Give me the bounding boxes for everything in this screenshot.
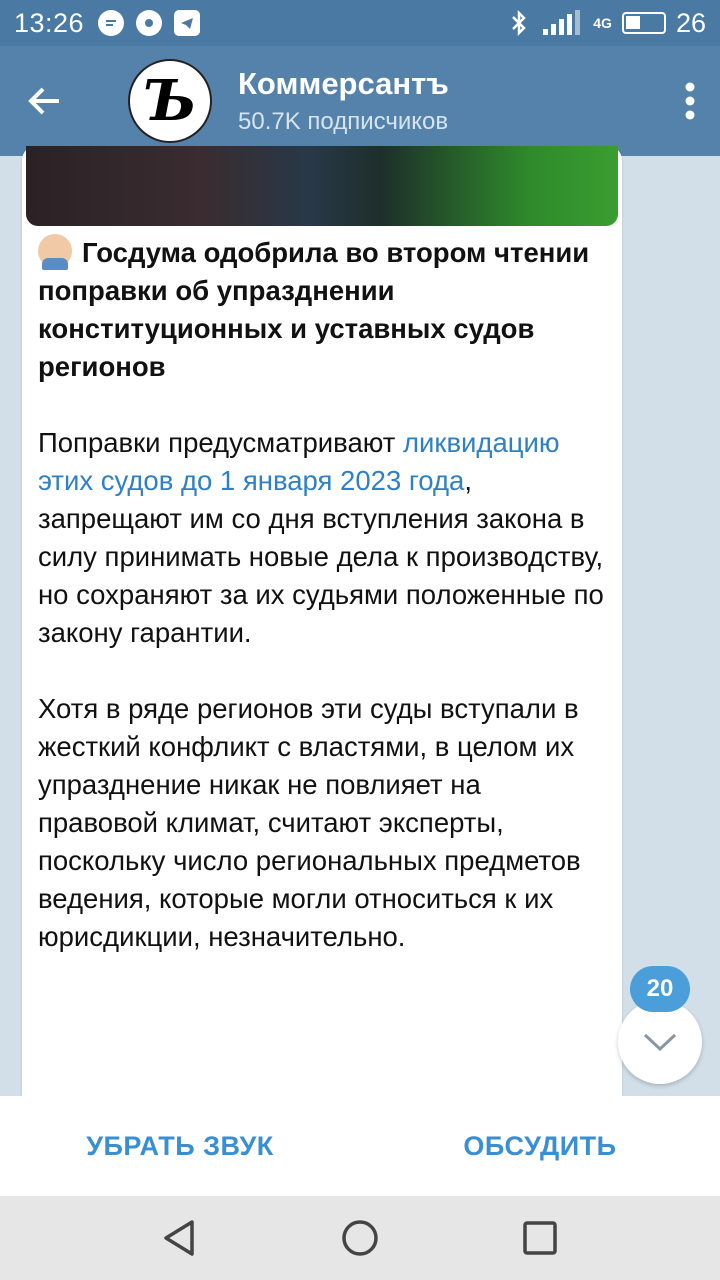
status-bar <box>0 0 720 46</box>
channel-action-bar <box>0 1096 720 1196</box>
channel-name: Коммерсантъ <box>238 66 449 101</box>
message-text <box>38 234 608 956</box>
circle-home-icon <box>340 1218 380 1258</box>
more-menu-button[interactable] <box>660 46 720 156</box>
triangle-back-icon <box>160 1218 200 1258</box>
arrow-left-icon <box>27 83 63 119</box>
channel-title-block[interactable] <box>238 66 449 136</box>
nav-back-button[interactable] <box>150 1208 210 1268</box>
scroll-down-button[interactable] <box>618 1000 702 1084</box>
battery-level: 26 <box>675 7 706 38</box>
message-link[interactable]: ликвидацию этих судов до 1 января 2023 года <box>38 427 560 496</box>
telegram-icon <box>174 10 200 36</box>
back-button[interactable] <box>0 46 90 156</box>
mute-button[interactable]: УБРАТЬ ЗВУК <box>86 1130 274 1161</box>
message-paragraph-1: Поправки предусматривают ликвидацию этих судов до 1 января 2023 года, запрещают им со дня вступления закона в силу принимать новые дела к производству, но сохраняют за их судьями положенные по закону гарантии. <box>38 427 604 648</box>
square-recents-icon <box>520 1218 560 1258</box>
navigation-bar <box>0 1196 720 1280</box>
message-media[interactable] <box>26 146 618 226</box>
battery-icon <box>622 12 666 34</box>
message-title: Госдума одобрила во втором чтении поправки об упразднении конституционных и уставных судов регионов <box>38 234 608 386</box>
more-vertical-icon <box>684 81 696 121</box>
bluetooth-icon <box>509 9 529 37</box>
message-bubble[interactable] <box>22 146 622 1241</box>
unread-badge: 20 <box>630 966 690 1012</box>
discuss-button[interactable]: ОБСУДИТЬ <box>463 1130 617 1161</box>
channel-avatar[interactable] <box>128 59 212 143</box>
gesture-emoji-icon <box>38 234 72 268</box>
chrome-icon <box>136 10 162 36</box>
nav-recents-button[interactable] <box>510 1208 570 1268</box>
network-type: 4G <box>593 15 612 31</box>
channel-header <box>0 46 720 156</box>
chat-icon <box>98 10 124 36</box>
subscriber-count: 50.7K подписчиков <box>238 108 449 135</box>
chat-area[interactable] <box>0 156 720 1096</box>
signal-icon <box>539 9 583 37</box>
nav-home-button[interactable] <box>330 1208 390 1268</box>
status-time: 13:26 <box>14 7 85 38</box>
chevron-down-icon <box>642 1031 678 1053</box>
message-paragraph-2: Хотя в ряде регионов эти суды вступали в жесткий конфликт с властями, в целом их упразднение никак не повлияет на правовой климат, считают эксперты, поскольку число региональных предметов ведения, которые могли относиться к их юрисдикции, незначительно. <box>38 693 581 952</box>
avatar-logo: Ъ <box>143 68 197 134</box>
